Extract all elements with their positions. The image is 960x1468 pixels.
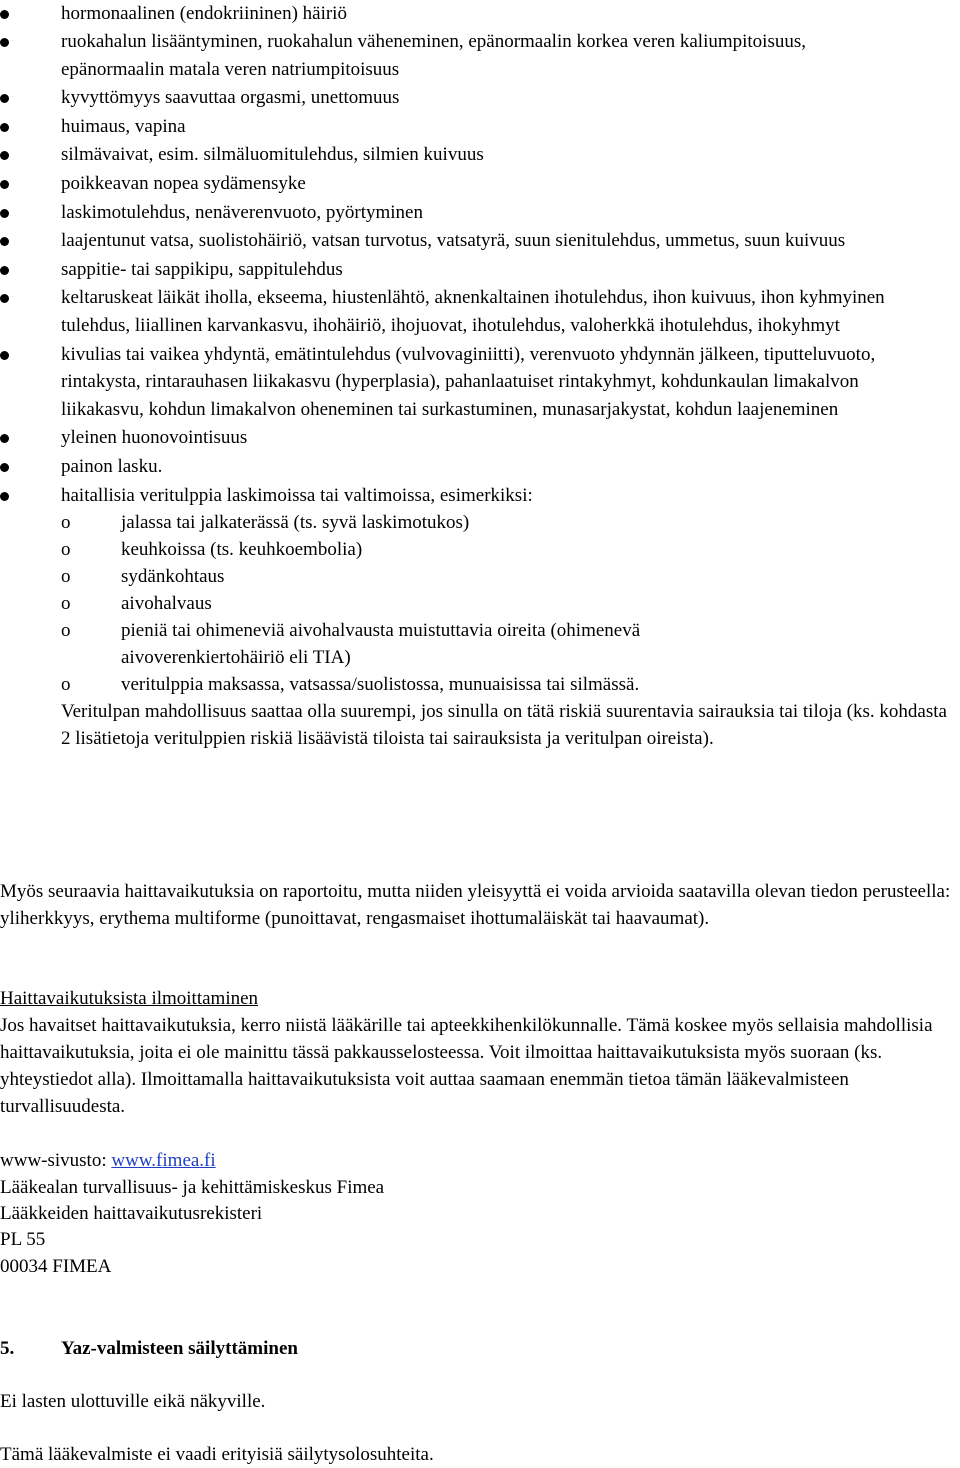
list-item: silmävaivat, esim. silmäluomitulehdus, silmien kuivuus: [0, 141, 960, 169]
bullet-icon: [0, 180, 9, 189]
sub-list-item: o sydänkohtaus: [0, 563, 960, 590]
bullet-icon: [0, 123, 9, 132]
circle-marker-icon: o: [61, 512, 71, 534]
contact-line-1: Lääkealan turvallisuus- ja kehittämiskeskus Fimea: [0, 1177, 385, 1198]
list-item: huimaus, vapina: [0, 113, 960, 141]
bullet-icon: [0, 151, 9, 160]
fimea-link[interactable]: www.fimea.fi: [111, 1150, 216, 1171]
clot-risk-note: Veritulpan mahdollisuus saattaa olla suurempi, jos sinulla on tätä riskiä suurentavia sairauksia tai tiloja (ks. kohdasta 2 lisätietoja veritulppien riskiä lisäävistä tiloista tai sairauksista ja veritulpan oireista).: [61, 701, 947, 750]
circle-marker-icon: o: [61, 593, 71, 615]
bullet-icon: [0, 492, 9, 501]
circle-marker-icon: o: [61, 539, 71, 561]
contact-line-3: PL 55: [0, 1229, 46, 1250]
unknown-frequency-paragraph: Myös seuraavia haittavaikutuksia on raportoitu, mutta niiden yleisyyttä ei voida arvioida saatavilla olevan tiedon perusteella: yliherkkyys, erythema multiforme (punoittavat, rengasmaiset ihottumaläiskät tai haavaumat).: [0, 881, 951, 929]
bullet-icon: [0, 266, 9, 275]
bullet-icon: [0, 351, 9, 360]
contact-line-4: 00034 FIMEA: [0, 1256, 112, 1277]
list-item: sappitie- tai sappikipu, sappitulehdus: [0, 256, 960, 284]
storage-text-1: Ei lasten ulottuville eikä näkyville.: [0, 1391, 266, 1412]
reporting-paragraph: Jos havaitset haittavaikutuksia, kerro niistä lääkärille tai apteekkihenkilökunnalle. Tämä koskee myös sellaisia mahdollisia haittavaikutuksia, joita ei ole mainittu tässä pakkausselosteessa. Voit ilmoittaa haittavaikutuksista myös suoraan (ks. yhteystiedot alla). Ilmoittamalla haittavaikutuksista voit auttaa saamaan enemmän tietoa tämän lääkevalmisteen turvallisuudesta.: [0, 1015, 933, 1117]
list-item: keltaruskeat läikät iholla, ekseema, hiustenlähtö, aknenkaltainen ihotulehdus, ihon kuivuus, ihon kyhmyinen tulehdus, liiallinen karvankasvu, ihohäiriö, ihojuovat, ihotulehdus, valoherkkä ihotulehdus, ihokyhmyt: [0, 284, 960, 339]
bullet-icon: [0, 94, 9, 103]
bullet-icon: [0, 10, 9, 19]
sub-list-item: o veritulppia maksassa, vatsassa/suolistossa, munuaisissa tai silmässä.: [0, 671, 960, 698]
section-number: 5.: [0, 1338, 15, 1359]
list-item: laskimotulehdus, nenäverenvuoto, pyörtyminen: [0, 199, 960, 227]
sub-list-item: o keuhkoissa (ts. keuhkoembolia): [0, 536, 960, 563]
bullet-icon: [0, 38, 9, 47]
reporting-heading: Haittavaikutuksista ilmoittaminen: [0, 988, 259, 1009]
website-label: www-sivusto:: [0, 1150, 112, 1171]
storage-text-2: Tämä lääkevalmiste ei vaadi erityisiä säilytysolosuhteita.: [0, 1444, 434, 1465]
bullet-icon: [0, 209, 9, 218]
list-item: hormonaalinen (endokriininen) häiriö: [0, 0, 960, 28]
section-5-heading: [0, 1335, 955, 1362]
sub-list-item: o aivohalvaus: [0, 590, 960, 617]
website-line: [0, 1147, 955, 1174]
list-item: kyvyttömyys saavuttaa orgasmi, unettomuus: [0, 84, 960, 112]
sub-list-item: o jalassa tai jalkaterässä (ts. syvä laskimotukos): [0, 509, 960, 536]
circle-marker-icon: o: [61, 566, 71, 588]
bullet-icon: [0, 463, 9, 472]
list-item: kivulias tai vaikea yhdyntä, emätintulehdus (vulvovaginiitti), verenvuoto yhdynnän jälkeen, tiputteluvuoto, rintakysta, rintarauhasen liikakasvu (hyperplasia), pahanlaatuiset rintakyhmyt, kohdunkaulan limakalvon liikakasvu, kohdun limakalvon oheneminen tai surkastuminen, munasarjakystat, kohdun laajeneminen: [0, 341, 960, 424]
bullet-icon: [0, 434, 9, 443]
circle-marker-icon: o: [61, 620, 71, 642]
sub-list-item: o pieniä tai ohimeneviä aivohalvausta muistuttavia oireita (ohimenevä aivoverenkiertohäiriö eli TIA): [0, 617, 960, 671]
bullet-icon: [0, 294, 9, 303]
list-item: poikkeavan nopea sydämensyke: [0, 170, 960, 198]
list-item: ruokahalun lisääntyminen, ruokahalun väheneminen, epänormaalin korkea veren kaliumpitoisuus, epänormaalin matala veren natriumpitoisuus: [0, 28, 960, 83]
contact-line-2: Lääkkeiden haittavaikutusrekisteri: [0, 1203, 263, 1224]
list-item: haitallisia veritulppia laskimoissa tai valtimoissa, esimerkiksi:: [0, 482, 960, 510]
circle-marker-icon: o: [61, 674, 71, 696]
section-title: Yaz-valmisteen säilyttäminen: [61, 1338, 298, 1359]
bullet-icon: [0, 237, 9, 246]
list-item: laajentunut vatsa, suolistohäiriö, vatsan turvotus, vatsatyrä, suun sienitulehdus, ummetus, suun kuivuus: [0, 227, 960, 255]
list-item: yleinen huonovointisuus: [0, 424, 960, 452]
list-item: painon lasku.: [0, 453, 960, 481]
